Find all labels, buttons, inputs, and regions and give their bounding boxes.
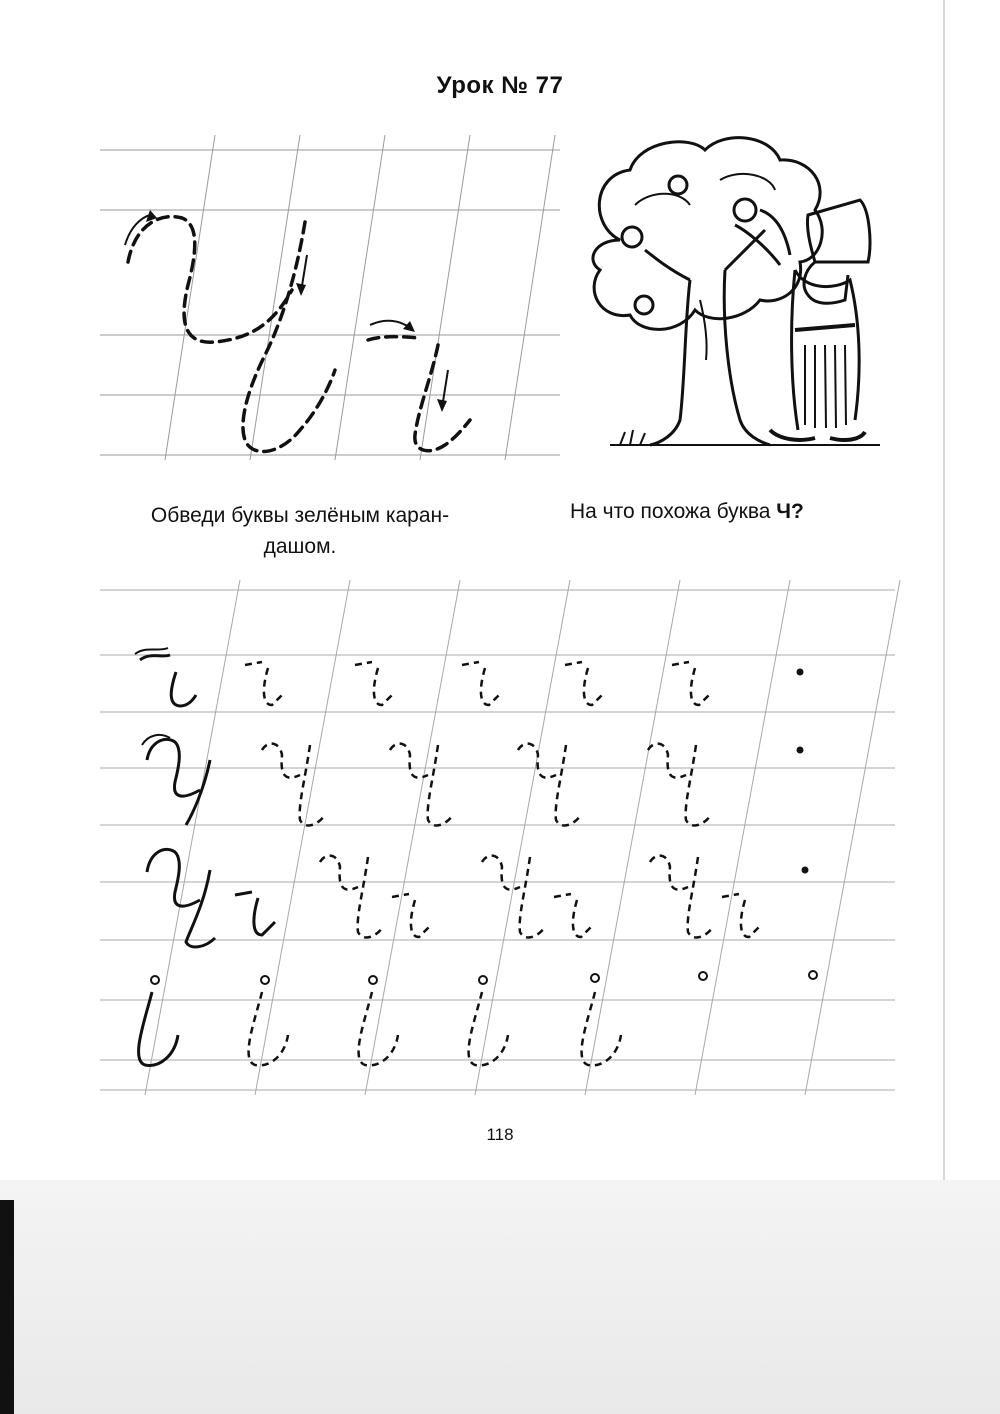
question-instruction: [570, 496, 900, 527]
question-prefix: На что похожа буква: [570, 500, 777, 523]
row-capital-ch: [142, 735, 804, 826]
row-soft-sign: [139, 971, 817, 1065]
page-number: 118: [486, 1125, 514, 1144]
question-letter: Ч?: [776, 500, 804, 523]
trace-instruction: [100, 500, 500, 562]
row-ch-pair: [147, 849, 809, 947]
row-lowercase-ch: [135, 648, 804, 706]
trace-instruction-text: Обведи буквы зелёным каран- дашом.: [150, 504, 450, 558]
lesson-title: Урок № 77: [436, 72, 564, 99]
